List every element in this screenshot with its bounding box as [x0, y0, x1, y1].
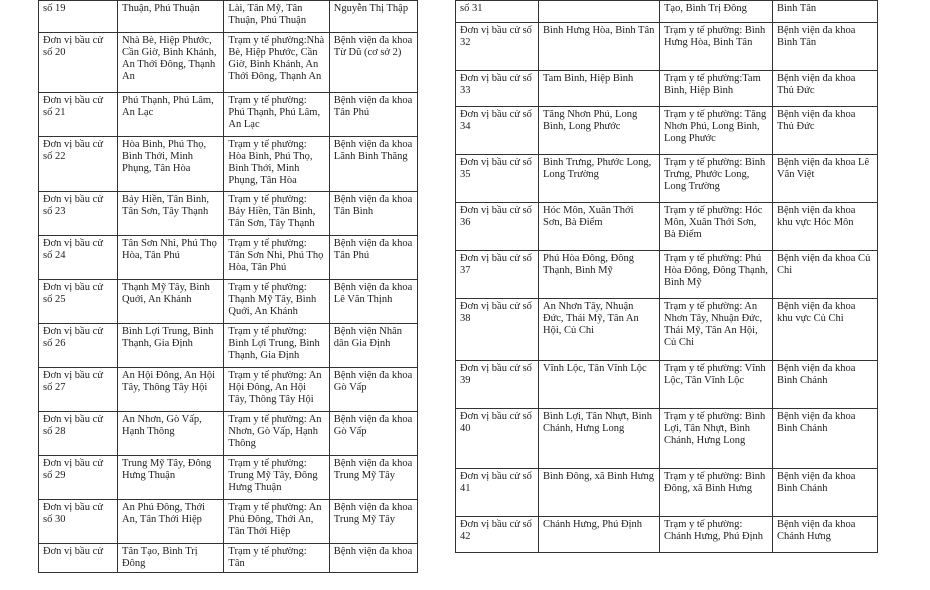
table-row: [39, 368, 418, 412]
wards-cell: Trung Mỹ Tây, Đông Hưng Thuận: [118, 456, 224, 500]
unit-cell: Đơn vị bầu cử số 36: [456, 203, 539, 251]
hospital-cell: Bệnh viện đa khoa Gò Vấp: [329, 368, 417, 412]
table-row: [456, 23, 878, 71]
wards-cell: Tân Sơn Nhì, Phú Thọ Hòa, Tân Phú: [118, 236, 224, 280]
polling-station-cell: Trạm y tế phường: Trung Mỹ Tây, Đông Hưng Thuận: [224, 456, 329, 500]
table-row: [456, 155, 878, 203]
unit-cell: số 19: [39, 1, 118, 33]
wards-cell: An Nhơn, Gò Vấp, Hạnh Thông: [118, 412, 224, 456]
wards-cell: An Nhơn Tây, Nhuận Đức, Thái Mỹ, Tân An Hội, Củ Chi: [539, 299, 660, 361]
table-row: [39, 137, 418, 192]
unit-cell: Đơn vị bầu cử số 26: [39, 324, 118, 368]
unit-cell: Đơn vị bầu cử số 39: [456, 361, 539, 409]
hospital-cell: Bệnh viện đa khoa Trung Mỹ Tây: [329, 456, 417, 500]
right-table: [455, 0, 878, 553]
hospital-cell: Bình Tân: [773, 1, 878, 23]
polling-station-cell: Trạm y tế phường: Chánh Hưng, Phú Định: [660, 517, 773, 553]
hospital-cell: Bệnh viện đa khoa Chánh Hưng: [773, 517, 878, 553]
hospital-cell: Bệnh viện đa khoa Từ Dũ (cơ sở 2): [329, 33, 417, 93]
unit-cell: Đơn vị bầu cử số 38: [456, 299, 539, 361]
unit-cell: số 31: [456, 1, 539, 23]
polling-station-cell: Trạm y tế phường: Hóc Môn, Xuân Thới Sơn, Bà Điểm: [660, 203, 773, 251]
table-row: [456, 409, 878, 469]
polling-station-cell: Lài, Tân Mỹ, Tân Thuận, Phú Thuận: [224, 1, 329, 33]
unit-cell: Đơn vị bầu cử số 22: [39, 137, 118, 192]
wards-cell: Bảy Hiền, Tân Bình, Tân Sơn, Tây Thạnh: [118, 192, 224, 236]
wards-cell: Tăng Nhơn Phú, Long Bình, Long Phước: [539, 107, 660, 155]
table-row: [456, 299, 878, 361]
polling-station-cell: Trạm y tế phường: Tăng Nhơn Phú, Long Bình, Long Phước: [660, 107, 773, 155]
wards-cell: Bình Lợi, Tân Nhựt, Bình Chánh, Hưng Long: [539, 409, 660, 469]
wards-cell: Nhà Bè, Hiệp Phước, Cần Giờ, Bình Khánh, An Thới Đông, Thạnh An: [118, 33, 224, 93]
hospital-cell: Bệnh viện đa khoa Tân Phú: [329, 236, 417, 280]
wards-cell: Tam Bình, Hiệp Bình: [539, 71, 660, 107]
left-table: [38, 0, 418, 573]
wards-cell: Bình Đông, xã Bình Hưng: [539, 469, 660, 517]
table-row: [456, 517, 878, 553]
wards-cell: Phú Thạnh, Phú Lâm, An Lạc: [118, 93, 224, 137]
wards-cell: Hóc Môn, Xuân Thới Sơn, Bà Điểm: [539, 203, 660, 251]
polling-station-cell: Trạm y tế phường: Bình Trưng, Phước Long, Long Trường: [660, 155, 773, 203]
wards-cell: Thạnh Mỹ Tây, Bình Quới, An Khánh: [118, 280, 224, 324]
unit-cell: Đơn vị bầu cử số 42: [456, 517, 539, 553]
table-row: [456, 469, 878, 517]
polling-station-cell: Trạm y tế phường: An Nhơn, Gò Vấp, Hạnh Thông: [224, 412, 329, 456]
wards-cell: Bình Trưng, Phước Long, Long Trường: [539, 155, 660, 203]
hospital-cell: Bệnh viện đa khoa Lê Văn Thịnh: [329, 280, 417, 324]
table-row: [456, 71, 878, 107]
hospital-cell: Bệnh viện đa khoa Bình Tân: [773, 23, 878, 71]
polling-station-cell: Trạm y tế phường: An Hội Đông, An Hội Tây, Thông Tây Hội: [224, 368, 329, 412]
hospital-cell: Bệnh viện đa khoa Tân Phú: [329, 93, 417, 137]
hospital-cell: Nguyễn Thị Thập: [329, 1, 417, 33]
polling-station-cell: Trạm y tế phường: An Nhơn Tây, Nhuận Đức, Thái Mỹ, Tân An Hội, Củ Chi: [660, 299, 773, 361]
wards-cell: Bình Hưng Hòa, Bình Tân: [539, 23, 660, 71]
wards-cell: Vĩnh Lộc, Tân Vĩnh Lộc: [539, 361, 660, 409]
hospital-cell: Bệnh viện đa khoa khu vực Hóc Môn: [773, 203, 878, 251]
polling-station-cell: Trạm y tế phường: Vĩnh Lộc, Tân Vĩnh Lộc: [660, 361, 773, 409]
unit-cell: Đơn vị bầu cử số 40: [456, 409, 539, 469]
table-row: [39, 236, 418, 280]
table-row: [39, 1, 418, 33]
table-row: [39, 456, 418, 500]
wards-cell: Tân Tạo, Bình Trị Đông: [118, 544, 224, 573]
hospital-cell: Bệnh viện đa khoa Gò Vấp: [329, 412, 417, 456]
table-row: [39, 412, 418, 456]
table-row: [456, 107, 878, 155]
unit-cell: Đơn vị bầu cử số 24: [39, 236, 118, 280]
table-row: [456, 1, 878, 23]
hospital-cell: Bệnh viện đa khoa Bình Chánh: [773, 469, 878, 517]
unit-cell: Đơn vị bầu cử: [39, 544, 118, 573]
table-row: [456, 251, 878, 299]
unit-cell: Đơn vị bầu cử số 21: [39, 93, 118, 137]
unit-cell: Đơn vị bầu cử số 41: [456, 469, 539, 517]
wards-cell: Hòa Bình, Phú Thọ, Bình Thới, Minh Phụng, Tân Hòa: [118, 137, 224, 192]
hospital-cell: Bệnh viện đa khoa Thủ Đức: [773, 107, 878, 155]
wards-cell: Phú Hòa Đông, Đông Thạnh, Bình Mỹ: [539, 251, 660, 299]
unit-cell: Đơn vị bầu cử số 30: [39, 500, 118, 544]
wards-cell: Thuận, Phú Thuận: [118, 1, 224, 33]
table-row: [39, 500, 418, 544]
right-page: [455, 0, 875, 553]
table-row: [39, 280, 418, 324]
unit-cell: Đơn vị bầu cử số 27: [39, 368, 118, 412]
hospital-cell: Bệnh viện đa khoa Củ Chi: [773, 251, 878, 299]
table-row: [39, 93, 418, 137]
polling-station-cell: Trạm y tế phường: Tân Sơn Nhì, Phú Thọ Hòa, Tân Phú: [224, 236, 329, 280]
unit-cell: Đơn vị bầu cử số 33: [456, 71, 539, 107]
table-row: [456, 361, 878, 409]
polling-station-cell: Trạm y tế phường:Nhà Bè, Hiệp Phước, Cần Giờ, Bình Khánh, An Thới Đông, Thạnh An: [224, 33, 329, 93]
wards-cell: An Phú Đông, Thới An, Tân Thới Hiệp: [118, 500, 224, 544]
hospital-cell: Bệnh viện đa khoa Thủ Đức: [773, 71, 878, 107]
left-page: [38, 0, 418, 573]
polling-station-cell: Trạm y tế phường: Bình Lợi, Tân Nhựt, Bình Chánh, Hưng Long: [660, 409, 773, 469]
wards-cell: Chánh Hưng, Phú Định: [539, 517, 660, 553]
unit-cell: Đơn vị bầu cử số 32: [456, 23, 539, 71]
hospital-cell: Bệnh viện đa khoa Bình Chánh: [773, 361, 878, 409]
polling-station-cell: Trạm y tế phường: Bình Đông, xã Bình Hưng: [660, 469, 773, 517]
right-table-body: [456, 1, 878, 553]
hospital-cell: Bệnh viện đa khoa Bình Chánh: [773, 409, 878, 469]
unit-cell: Đơn vị bầu cử số 28: [39, 412, 118, 456]
unit-cell: Đơn vị bầu cử số 37: [456, 251, 539, 299]
polling-station-cell: Trạm y tế phường: Tân: [224, 544, 329, 573]
wards-cell: [539, 1, 660, 23]
hospital-cell: Bệnh viện đa khoa Trung Mỹ Tây: [329, 500, 417, 544]
table-row: [39, 324, 418, 368]
table-row: [39, 544, 418, 573]
left-table-body: [39, 1, 418, 573]
hospital-cell: Bệnh viện đa khoa Tân Bình: [329, 192, 417, 236]
unit-cell: Đơn vị bầu cử số 25: [39, 280, 118, 324]
polling-station-cell: Trạm y tế phường: Bảy Hiền, Tân Bình, Tân Sơn, Tây Thạnh: [224, 192, 329, 236]
hospital-cell: Bệnh viện Nhân dân Gia Định: [329, 324, 417, 368]
polling-station-cell: Trạm y tế phường:Tam Bình, Hiệp Bình: [660, 71, 773, 107]
wards-cell: Bình Lợi Trung, Bình Thạnh, Gia Định: [118, 324, 224, 368]
table-row: [456, 203, 878, 251]
hospital-cell: Bệnh viện đa khoa khu vực Củ Chi: [773, 299, 878, 361]
polling-station-cell: Trạm y tế phường: Hòa Bình, Phú Thọ, Bình Thới, Minh Phụng, Tân Hòa: [224, 137, 329, 192]
polling-station-cell: Tạo, Bình Trị Đông: [660, 1, 773, 23]
hospital-cell: Bệnh viện đa khoa Lãnh Bình Thăng: [329, 137, 417, 192]
table-row: [39, 33, 418, 93]
table-row: [39, 192, 418, 236]
hospital-cell: Bệnh viện đa khoa: [329, 544, 417, 573]
wards-cell: An Hội Đông, An Hội Tây, Thông Tây Hội: [118, 368, 224, 412]
polling-station-cell: Trạm y tế phường: Thạnh Mỹ Tây, Bình Quới, An Khánh: [224, 280, 329, 324]
polling-station-cell: Trạm y tế phường: Bình Hưng Hòa, Bình Tân: [660, 23, 773, 71]
unit-cell: Đơn vị bầu cử số 29: [39, 456, 118, 500]
unit-cell: Đơn vị bầu cử số 35: [456, 155, 539, 203]
unit-cell: Đơn vị bầu cử số 34: [456, 107, 539, 155]
unit-cell: Đơn vị bầu cử số 20: [39, 33, 118, 93]
polling-station-cell: Trạm y tế phường: Phú Hòa Đông, Đông Thạnh, Bình Mỹ: [660, 251, 773, 299]
hospital-cell: Bệnh viện đa khoa Lê Văn Việt: [773, 155, 878, 203]
polling-station-cell: Trạm y tế phường: Bình Lợi Trung, Bình Thạnh, Gia Định: [224, 324, 329, 368]
polling-station-cell: Trạm y tế phường: An Phú Đông, Thới An, Tân Thới Hiệp: [224, 500, 329, 544]
polling-station-cell: Trạm y tế phường: Phú Thạnh, Phú Lâm, An Lạc: [224, 93, 329, 137]
unit-cell: Đơn vị bầu cử số 23: [39, 192, 118, 236]
